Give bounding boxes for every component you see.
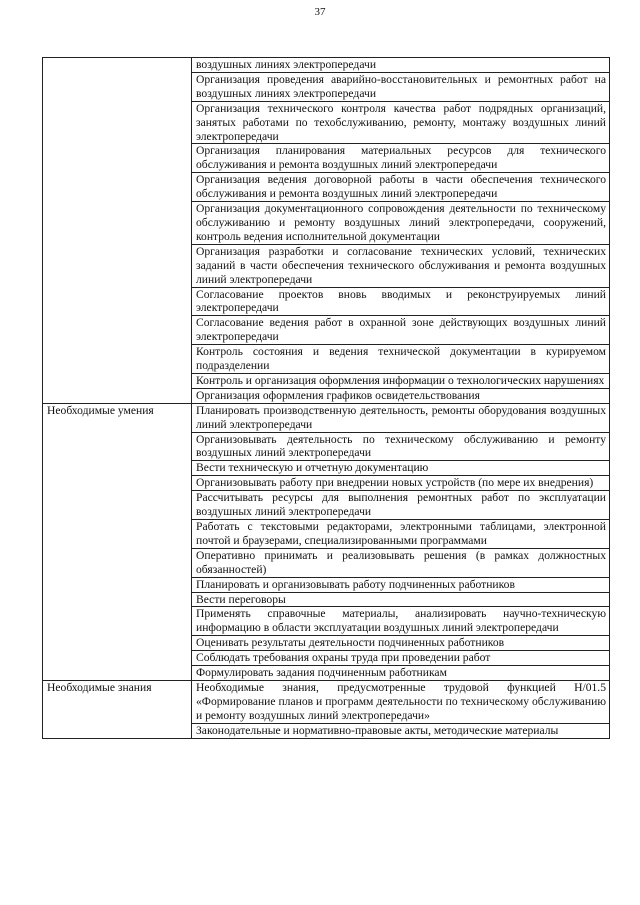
table-cell-description: Контроль состояния и ведения технической документации в курируемом подразделении — [192, 345, 610, 374]
table-cell-description: Рассчитывать ресурсы для выполнения ремонтных работ по эксплуатации воздушных линий электропередачи — [192, 491, 610, 520]
section-label — [43, 58, 192, 404]
table-cell-description: Применять справочные материалы, анализировать научно-техническую информацию в области эксплуатации воздушных линий электропередачи — [192, 607, 610, 636]
table-cell-description: Планировать производственную деятельность, ремонты оборудования воздушных линий электропередачи — [192, 403, 610, 432]
table-cell-description: Оценивать результаты деятельности подчиненных работников — [192, 636, 610, 651]
section-label: Необходимые умения — [43, 403, 192, 680]
competency-table-body — [43, 58, 610, 739]
table-cell-description: Организация проведения аварийно-восстановительных и ремонтных работ на воздушных линиях электропередачи — [192, 72, 610, 101]
table-cell-description: Необходимые знания, предусмотренные трудовой функцией H/01.5 «Формирование планов и программ деятельности по техническому обслуживанию и ремонту воздушных линий электропередачи» — [192, 680, 610, 723]
table-cell-description: Оперативно принимать и реализовывать решения (в рамках должностных обязанностей) — [192, 548, 610, 577]
table-cell-description: Организация оформления графиков освидетельствования — [192, 388, 610, 403]
table-cell-description: Контроль и организация оформления информации о технологических нарушениях — [192, 373, 610, 388]
competency-table — [42, 57, 610, 739]
table-cell-description: Законодательные и нормативно-правовые акты, методические материалы — [192, 723, 610, 738]
table-row — [43, 403, 610, 432]
table-cell-description: Организация разработки и согласование технических условий, технических заданий в части обеспечения технического обслуживания и ремонта воздушных линий электропередачи — [192, 244, 610, 287]
table-cell-description: Формулировать задания подчиненным работникам — [192, 666, 610, 681]
table-cell-description: Вести переговоры — [192, 592, 610, 607]
table-cell-description: Организация ведения договорной работы в части обеспечения технического обслуживания и ремонта воздушных линий электропередачи — [192, 173, 610, 202]
table-cell-description: Работать с текстовыми редакторами, электронными таблицами, электронной почтой и браузерами, специализированными программами — [192, 520, 610, 549]
table-cell-description: Согласование проектов вновь вводимых и реконструируемых линий электропередачи — [192, 287, 610, 316]
page-number: 37 — [314, 6, 326, 18]
table-cell-description: Согласование ведения работ в охранной зоне действующих воздушных линий электропередачи — [192, 316, 610, 345]
table-cell-description: Организация технического контроля качества работ подрядных организаций, занятых работами по техобслуживанию, ремонту, монтажу воздушных линий электропередачи — [192, 101, 610, 144]
section-label: Необходимые знания — [43, 680, 192, 738]
table-cell-description: воздушных линиях электропередачи — [192, 58, 610, 73]
table-cell-description: Соблюдать требования охраны труда при проведении работ — [192, 651, 610, 666]
table-cell-description: Вести техническую и отчетную документацию — [192, 461, 610, 476]
table-cell-description: Организовывать деятельность по техническому обслуживанию и ремонту воздушных линий электропередачи — [192, 432, 610, 461]
table-cell-description: Организация документационного сопровождения деятельности по техническому обслуживанию и ремонту воздушных линий электропередачи, сооружений, контроль ведения исполнительной документации — [192, 202, 610, 245]
table-row — [43, 58, 610, 73]
table-row — [43, 680, 610, 723]
table-cell-description: Организовывать работу при внедрении новых устройств (по мере их внедрения) — [192, 476, 610, 491]
table-cell-description: Планировать и организовывать работу подчиненных работников — [192, 577, 610, 592]
table-cell-description: Организация планирования материальных ресурсов для технического обслуживания и ремонта воздушных линий электропередачи — [192, 144, 610, 173]
